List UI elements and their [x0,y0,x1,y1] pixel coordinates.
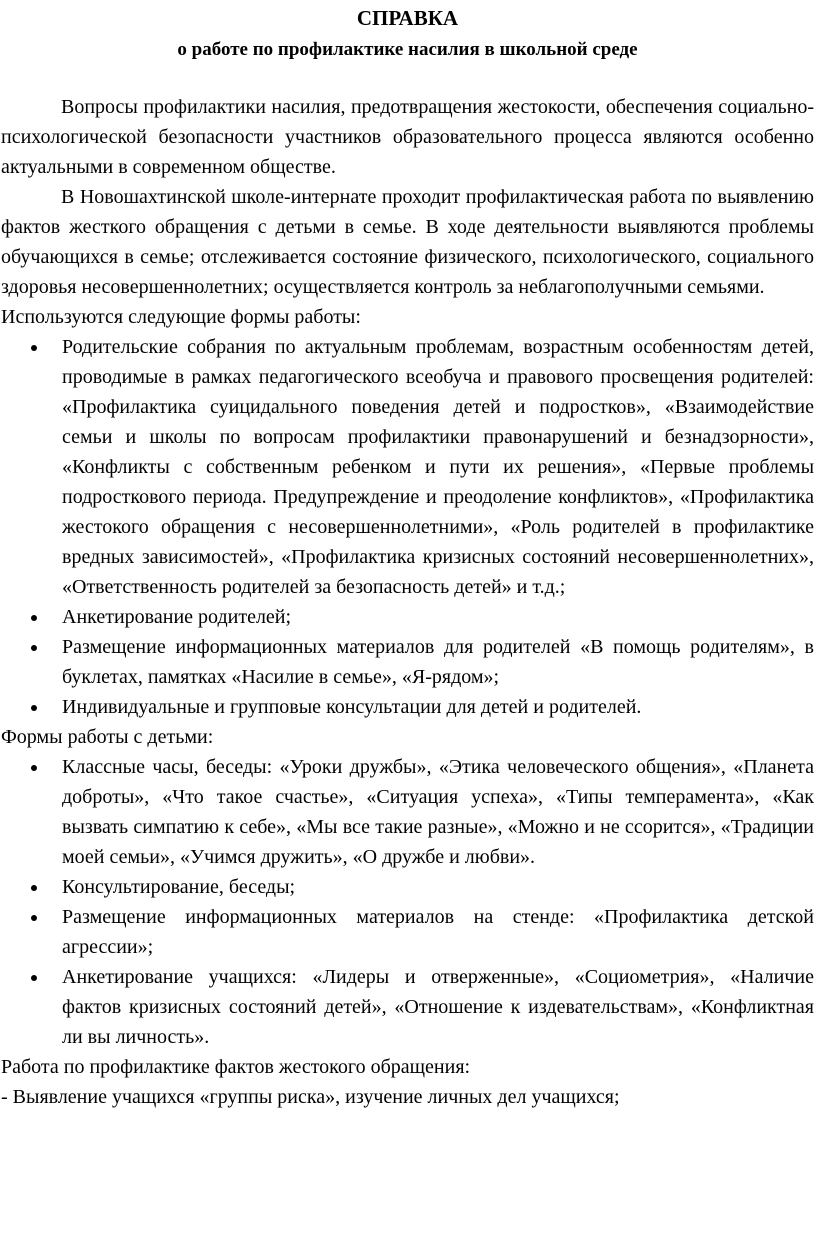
bullet-icon [31,915,37,921]
list-item: Классные часы, беседы: «Уроки дружбы», «Этика человеческого общения», «Планета доброты», «Что такое счастье», «Ситуация успеха», «Типы темперамента», «Как вызвать симпатию к себе», «Мы все такие разные», «Можно и не ссорится», «Традиции моей семьи», «Учимся дружить», «О дружбе и любви». [1,752,814,872]
bullet-icon [31,975,37,981]
section-heading-children: Формы работы с детьми: [1,726,214,748]
section-heading-prevention: Работа по профилактике фактов жестокого обращения: [1,1056,471,1078]
section-heading-parents: Используются следующие формы работы: [1,306,361,328]
list-item: Размещение информационных материалов на стенде: «Профилактика детской агрессии»; [1,902,814,962]
list-item: Размещение информационных материалов для родителей «В помощь родителям», в буклетах, памятках «Насилие в семье», «Я-рядом»; [1,632,814,692]
parents-forms-list [1,332,814,722]
bullet-icon [31,705,37,711]
list-item: Анкетирование родителей; [1,602,814,632]
list-item: Родительские собрания по актуальным проблемам, возрастным особенностям детей, проводимые в рамках педагогического всеобуча и правового просвещения родителей: «Профилактика суицидального поведения детей и подростков», «Взаимодействие семьи и школы по вопросам профилактики правонарушений и безнадзорности», «Конфликты с собственным ребенком и пути их решения», «Первые проблемы подросткового периода. Предупреждение и преодоление конфликтов», «Профилактика жестокого обращения с несовершеннолетними», «Роль родителей в профилактике вредных зависимостей», «Профилактика кризисных состояний несовершеннолетних», «Ответственность родителей за безопасность детей» и т.д.; [1,332,814,602]
list-item: Консультирование, беседы; [1,872,814,902]
bullet-icon [31,645,37,651]
bullet-icon [31,615,37,621]
document-subtitle: о работе по профилактике насилия в школьной среде [177,39,638,60]
bullet-icon [31,345,37,351]
school-paragraph: В Новошахтинской школе-интернате проходит профилактическая работа по выявлению фактов жесткого обращения с детьми в семье. В ходе деятельности выявляются проблемы обучающихся в семье; отслеживается состояние физического, психологического, социального здоровья несовершеннолетних; осуществляется контроль за неблагополучными семьями. [1,186,814,298]
bullet-icon [31,885,37,891]
list-item: Анкетирование учащихся: «Лидеры и отверженные», «Социометрия», «Наличие фактов кризисных состояний детей», «Отношение к издевательствам», «Конфликтная ли вы личность». [1,962,814,1052]
prevention-line: - Выявление учащихся «группы риска», изучение личных дел учащихся; [1,1086,620,1108]
bullet-icon [31,765,37,771]
intro-paragraph: Вопросы профилактики насилия, предотвращения жестокости, обеспечения социально-психологической безопасности участников образовательного процесса являются особенно актуальными в современном обществе. [1,96,814,178]
children-forms-list [1,752,814,1052]
document-title: СПРАВКА [356,6,459,30]
list-item: Индивидуальные и групповые консультации для детей и родителей. [1,692,814,722]
